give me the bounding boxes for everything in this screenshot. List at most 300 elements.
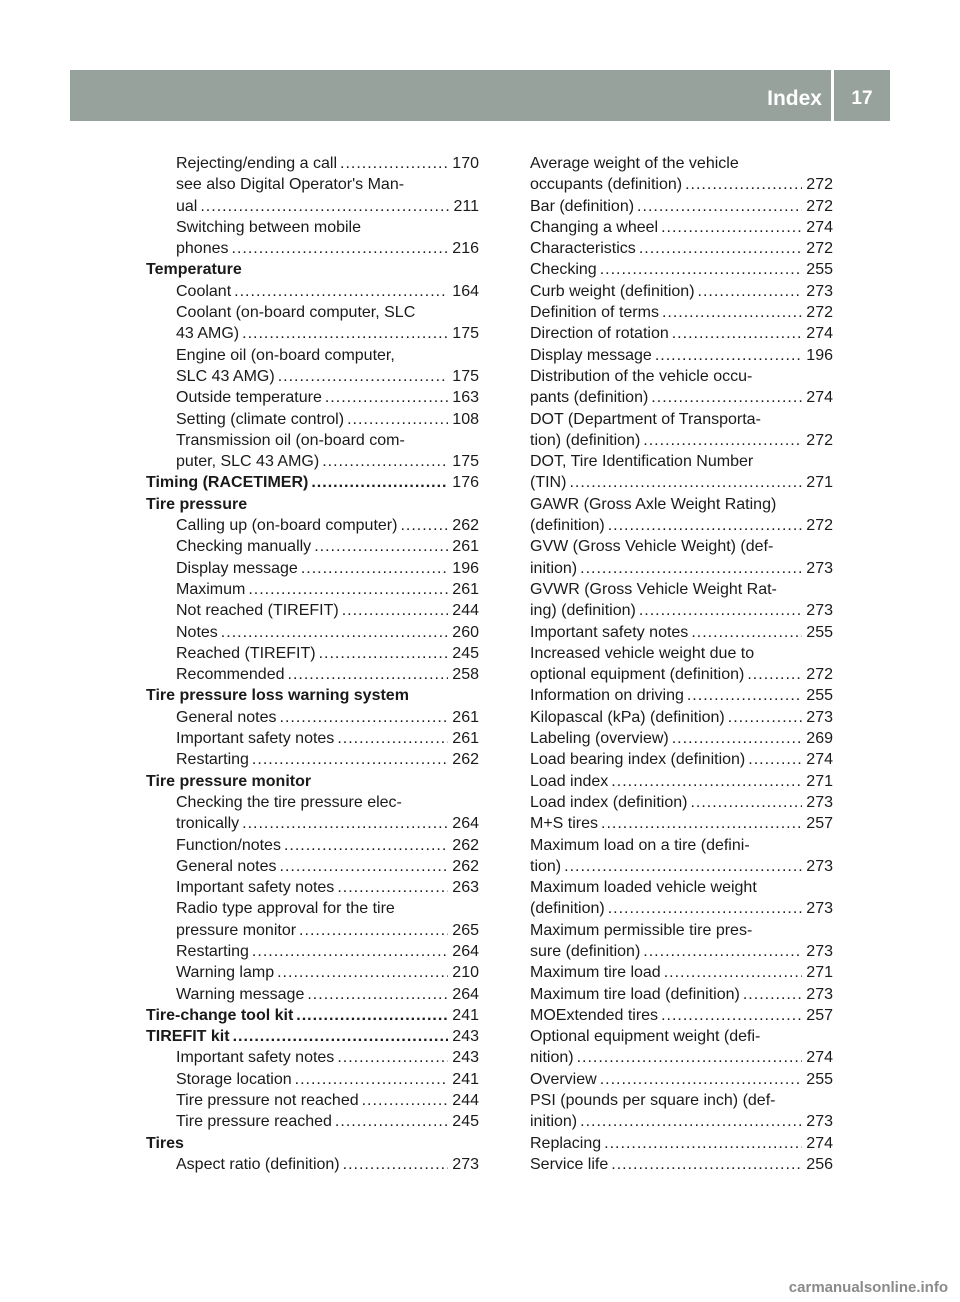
page-reference: 273 [806, 985, 833, 1003]
entry-text: Tire pressure loss warning system [146, 687, 409, 705]
index-entry [530, 196, 833, 217]
entry-text: ing) (definition) [530, 602, 636, 620]
entry-text: Important safety notes [530, 623, 689, 641]
entry-text: phones [176, 240, 229, 258]
dot-leader [639, 238, 802, 259]
entry-text: Important safety notes [176, 730, 335, 748]
entry-text: Tires [146, 1134, 184, 1152]
page-reference: 274 [806, 1134, 833, 1152]
index-entry [530, 1069, 833, 1090]
index-entry [146, 941, 479, 962]
index-entry [146, 920, 479, 941]
page-reference: 273 [806, 793, 833, 811]
page-reference: 262 [452, 751, 479, 769]
dot-leader [747, 664, 802, 685]
index-entry [530, 536, 833, 557]
page-reference: 164 [452, 282, 479, 300]
dot-leader [687, 685, 802, 706]
index-entry [530, 515, 833, 536]
page-reference: 271 [806, 964, 833, 982]
index-entry [530, 877, 833, 898]
index-entry [530, 409, 833, 430]
entry-text: DOT (Department of Transporta- [530, 410, 761, 428]
entry-text: Checking the tire pressure elec- [176, 793, 402, 811]
dot-leader [685, 174, 802, 195]
entry-text: Tire-change tool kit [146, 1006, 294, 1024]
entry-text: Optional equipment weight (defi- [530, 1028, 761, 1046]
index-heading [146, 472, 479, 493]
index-entry [146, 813, 479, 834]
entry-text: Checking manually [176, 538, 312, 556]
index-entry [146, 1090, 479, 1111]
index-entry [146, 515, 479, 536]
dot-leader [337, 877, 448, 898]
dot-leader [296, 1005, 448, 1026]
entry-text: Average weight of the vehicle [530, 155, 739, 172]
dot-leader [314, 536, 448, 557]
dot-leader [580, 558, 802, 579]
entry-text: tion) (definition) [530, 431, 641, 449]
index-entry [530, 1047, 833, 1068]
entry-text: Kilopascal (kPa) (definition) [530, 708, 725, 726]
entry-text: Maximum [176, 580, 246, 598]
page-reference: 274 [806, 1049, 833, 1067]
index-entry [530, 984, 833, 1005]
page-reference: 273 [806, 857, 833, 875]
entry-text: Overview [530, 1070, 597, 1088]
page-reference: 273 [806, 708, 833, 726]
index-entry [146, 707, 479, 728]
index-heading [146, 685, 479, 706]
page-reference: 273 [806, 900, 833, 918]
entry-text: Transmission oil (on-board com- [176, 431, 405, 449]
dot-leader [661, 1005, 802, 1026]
page-reference: 257 [806, 1006, 833, 1024]
page-reference: 176 [452, 474, 479, 492]
dot-leader [662, 302, 802, 323]
dot-leader [564, 856, 802, 877]
page-reference: 274 [806, 218, 833, 236]
entry-text: Calling up (on-board computer) [176, 517, 398, 535]
index-heading [146, 1026, 479, 1047]
index-entry [530, 153, 833, 174]
index-entry [146, 1047, 479, 1068]
entry-text: (TIN) [530, 474, 567, 492]
dot-leader [322, 451, 448, 472]
dot-leader [307, 984, 448, 1005]
dot-leader [337, 1047, 448, 1068]
dot-leader [248, 579, 448, 600]
page-reference: 261 [452, 580, 479, 598]
page-reference: 196 [452, 559, 479, 577]
dot-leader [698, 281, 803, 302]
entry-text: (definition) [530, 517, 605, 535]
dot-leader [301, 558, 448, 579]
index-entry [146, 600, 479, 621]
entry-text: see also Digital Operator's Man- [176, 176, 405, 194]
entry-text: Switching between mobile [176, 218, 361, 236]
page-reference: 273 [806, 559, 833, 577]
dot-leader [252, 941, 448, 962]
index-entry [530, 366, 833, 387]
index-entry [146, 579, 479, 600]
entry-text: GVW (Gross Vehicle Weight) (def- [530, 538, 774, 556]
dot-leader [639, 600, 802, 621]
index-entry [530, 835, 833, 856]
index-entry [530, 600, 833, 621]
index-heading [146, 1133, 479, 1154]
page-reference: 255 [806, 687, 833, 705]
entry-text: Timing (RACETIMER) [146, 474, 309, 492]
page-reference: 261 [452, 538, 479, 556]
page-reference: 257 [806, 815, 833, 833]
dot-leader [340, 153, 448, 174]
entry-text: Outside temperature [176, 389, 322, 407]
dot-leader [337, 728, 448, 749]
index-entry [530, 792, 833, 813]
index-entry [530, 345, 833, 366]
dot-leader [242, 323, 448, 344]
entry-text: tronically [176, 815, 240, 833]
page-reference: 175 [452, 367, 479, 385]
entry-text: Tire pressure monitor [146, 772, 312, 790]
entry-text: Tire pressure reached [176, 1113, 332, 1131]
page-reference: 263 [452, 879, 479, 897]
index-entry [530, 1090, 833, 1111]
entry-text: Maximum load on a tire (defini- [530, 836, 750, 854]
entry-text: Coolant [176, 282, 232, 300]
entry-text: ual [176, 197, 198, 215]
page-reference: 269 [806, 730, 833, 748]
index-entry [146, 792, 479, 813]
page-reference: 244 [452, 1092, 479, 1110]
index-entry [146, 430, 479, 451]
index-entry [146, 345, 479, 366]
entry-text: Maximum tire load (definition) [530, 985, 740, 1003]
index-entry [530, 685, 833, 706]
index-entry [530, 579, 833, 600]
page-reference: 108 [452, 410, 479, 428]
page-reference: 273 [452, 1155, 479, 1173]
entry-text: Maximum tire load [530, 964, 661, 982]
watermark: carmanualsonline.info [788, 1279, 948, 1296]
dot-leader [200, 196, 449, 217]
index-entry [530, 472, 833, 493]
page-reference: 243 [452, 1049, 479, 1067]
dot-leader [232, 238, 449, 259]
index-entry [530, 962, 833, 983]
index-entry [146, 749, 479, 770]
page-reference: 245 [452, 644, 479, 662]
index-entry [530, 1154, 833, 1175]
index-entry [146, 409, 479, 430]
index-entry [530, 494, 833, 515]
entry-text: puter, SLC 43 AMG) [176, 453, 320, 471]
header-title: Index [767, 87, 822, 110]
page-reference: 264 [452, 942, 479, 960]
index-heading [146, 771, 479, 792]
index-entry [530, 259, 833, 280]
dot-leader [221, 622, 449, 643]
page-reference: 245 [452, 1113, 479, 1131]
index-entry [146, 281, 479, 302]
entry-text: M+S tires [530, 815, 599, 833]
dot-leader [655, 345, 802, 366]
index-entry [530, 558, 833, 579]
index-entry [530, 771, 833, 792]
dot-leader [580, 1111, 802, 1132]
entry-text: 43 AMG) [176, 325, 240, 343]
index-entry [146, 536, 479, 557]
entry-text: Maximum permissible tire pres- [530, 921, 753, 939]
page-reference: 273 [806, 282, 833, 300]
index-entry [146, 877, 479, 898]
dot-leader [748, 749, 802, 770]
page-reference: 163 [452, 389, 479, 407]
entry-text: Characteristics [530, 240, 636, 258]
entry-text: Not reached (TIREFIT) [176, 602, 339, 620]
index-entry [530, 856, 833, 877]
page-reference: 261 [452, 730, 479, 748]
index-entry [530, 813, 833, 834]
dot-leader [643, 941, 802, 962]
entry-text: Tire pressure [146, 495, 248, 513]
entry-text: Recommended [176, 666, 285, 684]
index-column-left [146, 153, 479, 1175]
entry-text: Load bearing index (definition) [530, 751, 746, 769]
index-entry [530, 664, 833, 685]
entry-text: Storage location [176, 1070, 292, 1088]
page-reference: 260 [452, 623, 479, 641]
page-reference: 261 [452, 708, 479, 726]
page-reference: 264 [452, 815, 479, 833]
dot-leader [284, 835, 448, 856]
dot-leader [343, 1154, 449, 1175]
entry-text: pants (definition) [530, 389, 649, 407]
index-entry [530, 1005, 833, 1026]
entry-text: pressure monitor [176, 921, 297, 939]
page-reference: 274 [806, 751, 833, 769]
entry-text: Temperature [146, 261, 242, 279]
dot-leader [233, 1026, 449, 1047]
index-entry [146, 217, 479, 238]
index-entry [530, 238, 833, 259]
entry-text: Bar (definition) [530, 197, 635, 215]
page-reference: 274 [806, 325, 833, 343]
index-entry [530, 323, 833, 344]
page-reference: 262 [452, 857, 479, 875]
index-entry [146, 366, 479, 387]
dot-leader [743, 984, 802, 1005]
dot-leader [280, 707, 449, 728]
entry-text: tion) [530, 857, 562, 875]
dot-leader [325, 387, 448, 408]
dot-leader [569, 472, 802, 493]
entry-text: DOT, Tire Identification Number [530, 453, 754, 471]
index-entry [530, 1026, 833, 1047]
index-entry [530, 174, 833, 195]
entry-text: Labeling (overview) [530, 730, 669, 748]
index-entry [146, 196, 479, 217]
dot-leader [234, 281, 448, 302]
entry-text: occupants (definition) [530, 176, 683, 194]
dot-leader [690, 792, 802, 813]
dot-leader [277, 962, 448, 983]
page-reference: 271 [806, 474, 833, 492]
page-reference: 258 [452, 666, 479, 684]
dot-leader [728, 707, 803, 728]
entry-text: MOExtended tires [530, 1006, 659, 1024]
page-reference: 272 [806, 517, 833, 535]
dot-leader [342, 600, 449, 621]
entry-text: Curb weight (definition) [530, 282, 695, 300]
page-reference: 272 [806, 240, 833, 258]
entry-text: Direction of rotation [530, 325, 669, 343]
page-reference: 274 [806, 389, 833, 407]
page-reference: 211 [453, 197, 479, 215]
page-reference: 272 [806, 176, 833, 194]
page-reference: 262 [452, 517, 479, 535]
page-reference: 255 [806, 261, 833, 279]
entry-text: Coolant (on-board computer, SLC [176, 304, 416, 322]
dot-leader [335, 1111, 448, 1132]
page-reference: 241 [452, 1006, 479, 1024]
page-reference: 255 [806, 623, 833, 641]
dot-leader [604, 1133, 802, 1154]
dot-leader [651, 387, 802, 408]
entry-text: GAWR (Gross Axle Weight Rating) [530, 495, 777, 513]
page-reference: 241 [452, 1070, 479, 1088]
dot-leader [637, 196, 802, 217]
dot-leader [611, 771, 802, 792]
dot-leader [319, 643, 449, 664]
entry-text: Load index [530, 772, 609, 790]
entry-text: Aspect ratio (definition) [176, 1155, 340, 1173]
dot-leader [299, 920, 448, 941]
index-entry [530, 387, 833, 408]
dot-leader [608, 898, 803, 919]
entry-text: General notes [176, 708, 277, 726]
page-reference: 170 [452, 155, 479, 172]
page-reference: 255 [806, 1070, 833, 1088]
index-entry [530, 1133, 833, 1154]
page-reference: 243 [452, 1028, 479, 1046]
page-number: 17 [851, 88, 873, 109]
page-reference: 196 [806, 346, 833, 364]
page-reference: 210 [452, 964, 479, 982]
entry-text: Notes [176, 623, 218, 641]
index-entry [530, 430, 833, 451]
entry-text: Engine oil (on-board computer, [176, 346, 395, 364]
page-reference: 175 [452, 453, 479, 471]
index-entry [146, 451, 479, 472]
index-entry [146, 962, 479, 983]
dot-leader [311, 472, 448, 493]
entry-text: TIREFIT kit [146, 1028, 230, 1046]
entry-text: Information on driving [530, 687, 684, 705]
index-entry [146, 302, 479, 323]
index-heading [146, 259, 479, 280]
entry-text: Warning message [176, 985, 305, 1003]
entry-text: SLC 43 AMG) [176, 367, 275, 385]
dot-leader [242, 813, 448, 834]
index-column-right [530, 153, 833, 1175]
entry-text: General notes [176, 857, 277, 875]
dot-leader [608, 515, 803, 536]
index-entry [146, 323, 479, 344]
page-reference: 273 [806, 602, 833, 620]
entry-text: Important safety notes [176, 879, 335, 897]
page-reference: 216 [452, 240, 479, 258]
dot-leader [643, 430, 802, 451]
index-entry [146, 835, 479, 856]
entry-text: PSI (pounds per square inch) (def- [530, 1092, 776, 1110]
dot-leader [400, 515, 448, 536]
entry-text: Replacing [530, 1134, 602, 1152]
index-entry [530, 302, 833, 323]
dot-leader [347, 409, 448, 430]
dot-leader [362, 1090, 449, 1111]
page-reference: 271 [806, 772, 833, 790]
index-entry [530, 941, 833, 962]
page-reference: 273 [806, 1113, 833, 1131]
index-entry [146, 856, 479, 877]
entry-text: Distribution of the vehicle occu- [530, 367, 753, 385]
dot-leader [577, 1047, 803, 1068]
page-reference: 264 [452, 985, 479, 1003]
page-reference: 272 [806, 666, 833, 684]
entry-text: Display message [176, 559, 298, 577]
entry-text: Restarting [176, 942, 249, 960]
entry-text: optional equipment (definition) [530, 666, 745, 684]
page-reference: 262 [452, 836, 479, 854]
entry-text: Function/notes [176, 836, 281, 854]
entry-text: Definition of terms [530, 304, 659, 322]
dot-leader [295, 1069, 449, 1090]
page-reference: 175 [452, 325, 479, 343]
entry-text: inition) [530, 1113, 578, 1131]
index-entry [530, 1111, 833, 1132]
dot-leader [664, 962, 803, 983]
index-entry [530, 643, 833, 664]
entry-text: Setting (climate control) [176, 410, 345, 428]
index-entry [146, 898, 479, 919]
entry-text: Service life [530, 1155, 609, 1173]
entry-text: Changing a wheel [530, 218, 659, 236]
index-entry [146, 558, 479, 579]
dot-leader [661, 217, 802, 238]
index-entry [146, 153, 479, 174]
index-entry [530, 920, 833, 941]
index-entry [530, 217, 833, 238]
dot-leader [672, 728, 803, 749]
dot-leader [672, 323, 803, 344]
page-reference: 272 [806, 431, 833, 449]
dot-leader [600, 1069, 803, 1090]
entry-text: nition) [530, 1049, 574, 1067]
dot-leader [288, 664, 449, 685]
dot-leader [601, 813, 802, 834]
page-reference: 256 [806, 1155, 833, 1173]
index-entry [146, 238, 479, 259]
entry-text: Important safety notes [176, 1049, 335, 1067]
index-entry [146, 1154, 479, 1175]
entry-text: Restarting [176, 751, 249, 769]
page-reference: 272 [806, 304, 833, 322]
index-entry [530, 728, 833, 749]
page-reference: 272 [806, 197, 833, 215]
entry-text: Reached (TIREFIT) [176, 644, 316, 662]
